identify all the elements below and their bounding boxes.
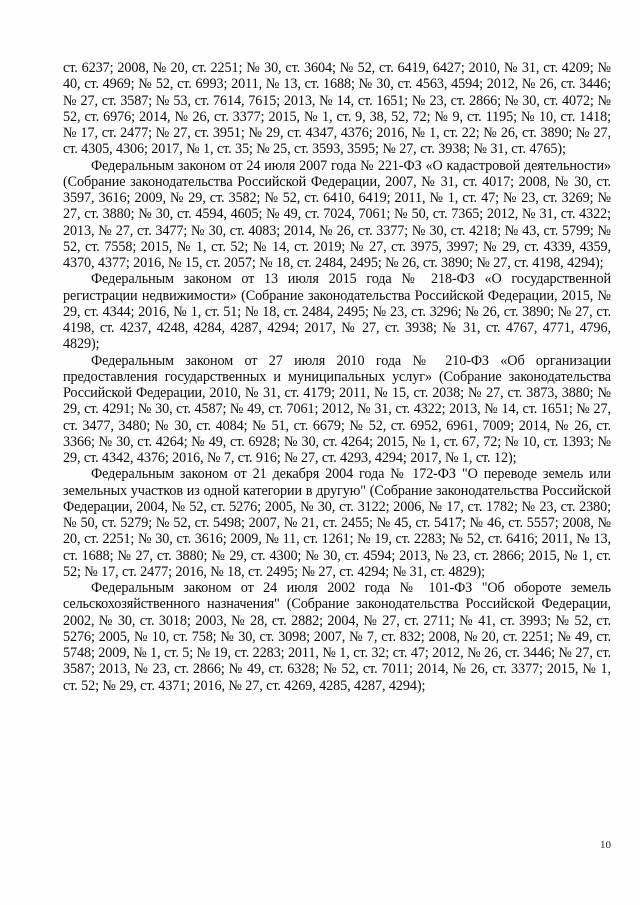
paragraph-law-101fz: Федеральным законом от 24 июля 2002 года № 101-ФЗ "Об обороте земель сельскохозяйственного назначения" (Собрание законодательства Российской Федерации, 2002, № 30, ст. 3018; 2003, № 28, ст. 2882; 2004, № 27, ст. 2711; № 41, ст. 3993; № 52, ст. 5276; 2005, № 10, ст. 758; № 30, ст. 3098; 2007, № 7, ст. 832; 2008, № 20, ст. 2251; № 49, ст. 5748; 2009, № 1, ст. 5; № 19, ст. 2283; 2011, № 1, ст. 32; ст. 47; 2012, № 26, ст. 3446; № 27, ст. 3587; 2013, № 23, ст. 2866; № 49, ст. 6328; № 52, ст. 7011; 2014, № 26, ст. 3377; 2015, № 1, ст. 52; № 29, ст. 4371; 2016, № 27, ст. 4269, 4285, 4287, 4294); bbox=[63, 580, 611, 694]
paragraph-continuation: ст. 6237; 2008, № 20, ст. 2251; № 30, ст. 3604; № 52, ст. 6419, 6427; 2010, № 31, ст. 4209; № 40, ст. 4969; № 52, ст. 6993; 2011, № 13, ст. 1688; № 30, ст. 4563, 4594; 2012, № 26, ст. 3446; № 27, ст. 3587; № 53, ст. 7614, 7615; 2013, № 14, ст. 1651; № 23, ст. 2866; № 30, ст. 4072; № 52, ст. 6976; 2014, № 26, ст. 3377; 2015, № 1, ст. 9, 38, 52, 72; № 9, ст. 1195; № 10, ст. 1418; № 17, ст. 2477; № 27, ст. 3951; № 29, ст. 4347, 4376; 2016, № 1, ст. 22; № 26, ст. 3890; № 27, ст. 4305, 4306; 2017, № 1, ст. 35; № 25, ст. 3593, 3595; № 27, ст. 3938; № 31, ст. 4765); bbox=[63, 60, 611, 158]
paragraph-law-218fz: Федеральным законом от 13 июля 2015 года № 218-ФЗ «О государственной регистрации недвижимости» (Собрание законодательства Российской Федерации, 2015, № 29, ст. 4344; 2016, № 1, ст. 51; № 18, ст. 2484, 2495; № 23, ст. 3296; № 26, ст. 3890; № 27, ст. 4198, ст. 4237, 4248, 4284, 4287, 4294; 2017, № 27, ст. 3938; № 31, ст. 4767, 4771, 4796, 4829); bbox=[63, 271, 611, 353]
page-number: 10 bbox=[600, 839, 611, 851]
document-body bbox=[63, 60, 611, 694]
paragraph-law-210fz: Федеральным законом от 27 июля 2010 года № 210-ФЗ «Об организации предоставления государственных и муниципальных услуг» (Собрание законодательства Российской Федерации, 2010, № 31, ст. 4179; 2011, № 15, ст. 2038; № 27, ст. 3873, 3880; № 29, ст. 4291; № 30, ст. 4587; № 49, ст. 7061; 2012, № 31, ст. 4322; 2013, № 14, ст. 1651; № 27, ст. 3477, 3480; № 30, ст. 4084; № 51, ст. 6679; № 52, ст. 6952, 6961, 7009; 2014, № 26, ст. 3366; № 30, ст. 4264; № 49, ст. 6928; № 30, ст. 4264; 2015, № 1, ст. 67, 72; № 10, ст. 1393; № 29, ст. 4342, 4376; 2016, № 7, ст. 916; № 27, ст. 4293, 4294; 2017, № 1, ст. 12); bbox=[63, 352, 611, 466]
paragraph-law-172fz: Федеральным законом от 21 декабря 2004 года № 172-ФЗ "О переводе земель или земельных участков из одной категории в другую" (Собрание законодательства Российской Федерации, 2004, № 52, ст. 5276; 2005, № 30, ст. 3122; 2006, № 17, ст. 1782; № 23, ст. 2380; № 50, ст. 5279; № 52, ст. 5498; 2007, № 21, ст. 2455; № 45, ст. 5417; № 46, ст. 5557; 2008, № 20, ст. 2251; № 30, ст. 3616; 2009, № 11, ст. 1261; № 19, ст. 2283; № 52, ст. 6416; 2011, № 13, ст. 1688; № 27, ст. 3880; № 29, ст. 4300; № 30, ст. 4594; 2013, № 23, ст. 2866; 2015, № 1, ст. 52; № 17, ст. 2477; 2016, № 18, ст. 2495; № 27, ст. 4294; № 31, ст. 4829); bbox=[63, 466, 611, 580]
paragraph-law-221fz: Федеральным законом от 24 июля 2007 года № 221-ФЗ «О кадастровой деятельности» (Собрание законодательства Российской Федерации, 2007, № 31, ст. 4017; 2008, № 30, ст. 3597, 3616; 2009, № 29, ст. 3582; № 52, ст. 6410, 6419; 2011, № 1, ст. 47; № 23, ст. 3269; № 27, ст. 3880; № 30, ст. 4594, 4605; № 49, ст. 7024, 7061; № 50, ст. 7365; 2012, № 31, ст. 4322; 2013, № 27, ст. 3477; № 30, ст. 4083; 2014, № 26, ст. 3377; № 30, ст. 4218; № 43, ст. 5799; № 52, ст. 7558; 2015, № 1, ст. 52; № 14, ст. 2019; № 27, ст. 3975, 3997; № 29, ст. 4339, 4359, 4370, 4377; 2016, № 15, ст. 2057; № 18, ст. 2484, 2495; № 26, ст. 3890; № 27, ст. 4198, 4294); bbox=[63, 157, 611, 271]
